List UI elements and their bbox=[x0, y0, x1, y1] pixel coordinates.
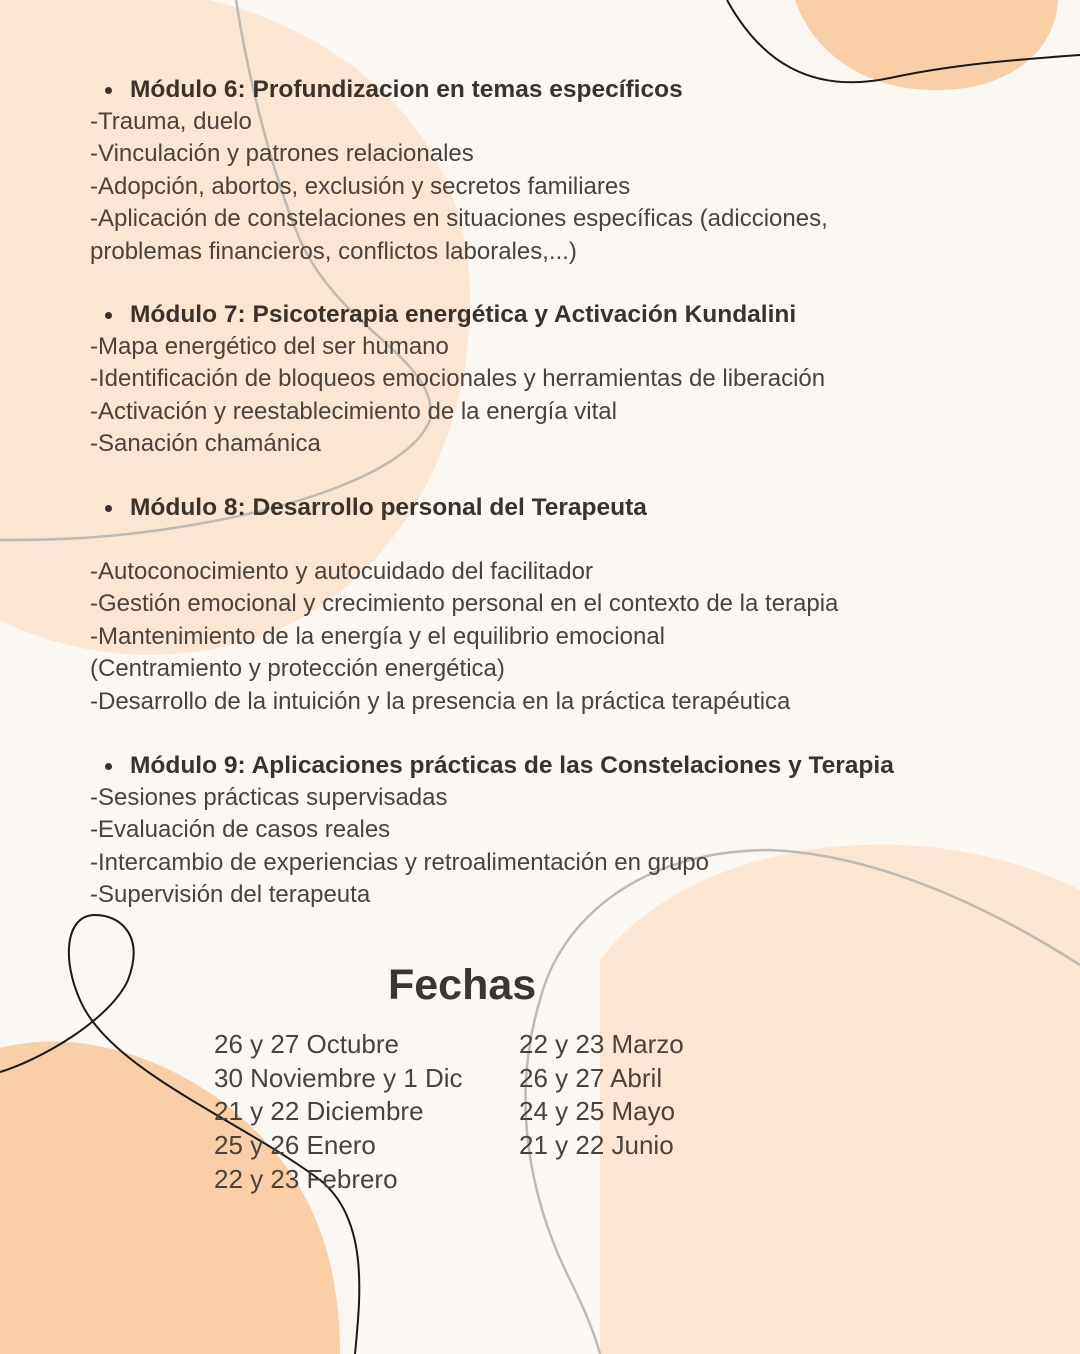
list-item: -Intercambio de experiencias y retroalimentación en grupo bbox=[90, 848, 709, 876]
module-9-section bbox=[90, 750, 1050, 912]
dates-left-column bbox=[214, 1028, 463, 1197]
date-item: 21 y 22 Junio bbox=[519, 1130, 674, 1161]
date-item: 24 y 25 Mayo bbox=[519, 1096, 676, 1127]
date-item: 21 y 22 Diciembre bbox=[214, 1096, 424, 1127]
date-item: 22 y 23 Marzo bbox=[519, 1029, 684, 1059]
module-8-title: Módulo 8: Desarrollo personal del Terapeuta bbox=[90, 492, 1050, 524]
list-item: problemas financieros, conflictos laborales,...) bbox=[90, 237, 577, 265]
list-item: -Supervisión del terapeuta bbox=[90, 881, 371, 909]
module-7-section bbox=[90, 299, 1050, 461]
list-item: -Activación y reestablecimiento de la energía vital bbox=[90, 397, 617, 425]
module-6-title: Módulo 6: Profundizacion en temas específicos bbox=[90, 74, 1050, 106]
module-8-section bbox=[90, 492, 1050, 718]
module-7-topics bbox=[90, 331, 1050, 461]
module-7-title: Módulo 7: Psicoterapia energética y Activación Kundalini bbox=[90, 299, 1050, 331]
module-6-topics bbox=[90, 106, 1050, 268]
list-item: -Mantenimiento de la energía y el equilibrio emocional bbox=[90, 622, 665, 650]
list-item: -Desarrollo de la intuición y la presencia en la práctica terapéutica bbox=[90, 687, 791, 715]
dates-right-column bbox=[519, 1028, 684, 1163]
list-item: -Aplicación de constelaciones en situaciones específicas (adicciones, bbox=[90, 205, 828, 233]
date-item: 30 Noviembre y 1 Dic bbox=[214, 1062, 463, 1093]
module-9-title: Módulo 9: Aplicaciones prácticas de las Constelaciones y Terapia bbox=[90, 750, 1050, 782]
date-item: 22 y 23 Febrero bbox=[214, 1163, 398, 1194]
list-item: -Sesiones prácticas supervisadas bbox=[90, 784, 448, 811]
date-item: 25 y 26 Enero bbox=[214, 1130, 376, 1161]
list-item: -Sanación chamánica bbox=[90, 430, 321, 458]
date-item: 26 y 27 Abril bbox=[519, 1062, 663, 1093]
list-item: -Mapa energético del ser humano bbox=[90, 333, 449, 360]
dates-heading: Fechas bbox=[388, 961, 537, 1009]
module-9-topics bbox=[90, 782, 1050, 912]
date-item: 26 y 27 Octubre bbox=[214, 1029, 399, 1059]
list-item: -Adopción, abortos, exclusión y secretos familiares bbox=[90, 172, 631, 200]
list-item: -Evaluación de casos reales bbox=[90, 816, 391, 844]
list-item: -Autoconocimiento y autocuidado del facilitador bbox=[90, 558, 593, 585]
list-item: (Centramiento y protección energética) bbox=[90, 655, 505, 683]
list-item: -Gestión emocional y crecimiento personal en el contexto de la terapia bbox=[90, 590, 839, 618]
module-6-section bbox=[90, 74, 1050, 268]
list-item: -Identificación de bloqueos emocionales y herramientas de liberación bbox=[90, 365, 826, 393]
list-item: -Vinculación y patrones relacionales bbox=[90, 140, 474, 168]
list-item: -Trauma, duelo bbox=[90, 108, 252, 135]
module-8-topics bbox=[90, 556, 1050, 718]
